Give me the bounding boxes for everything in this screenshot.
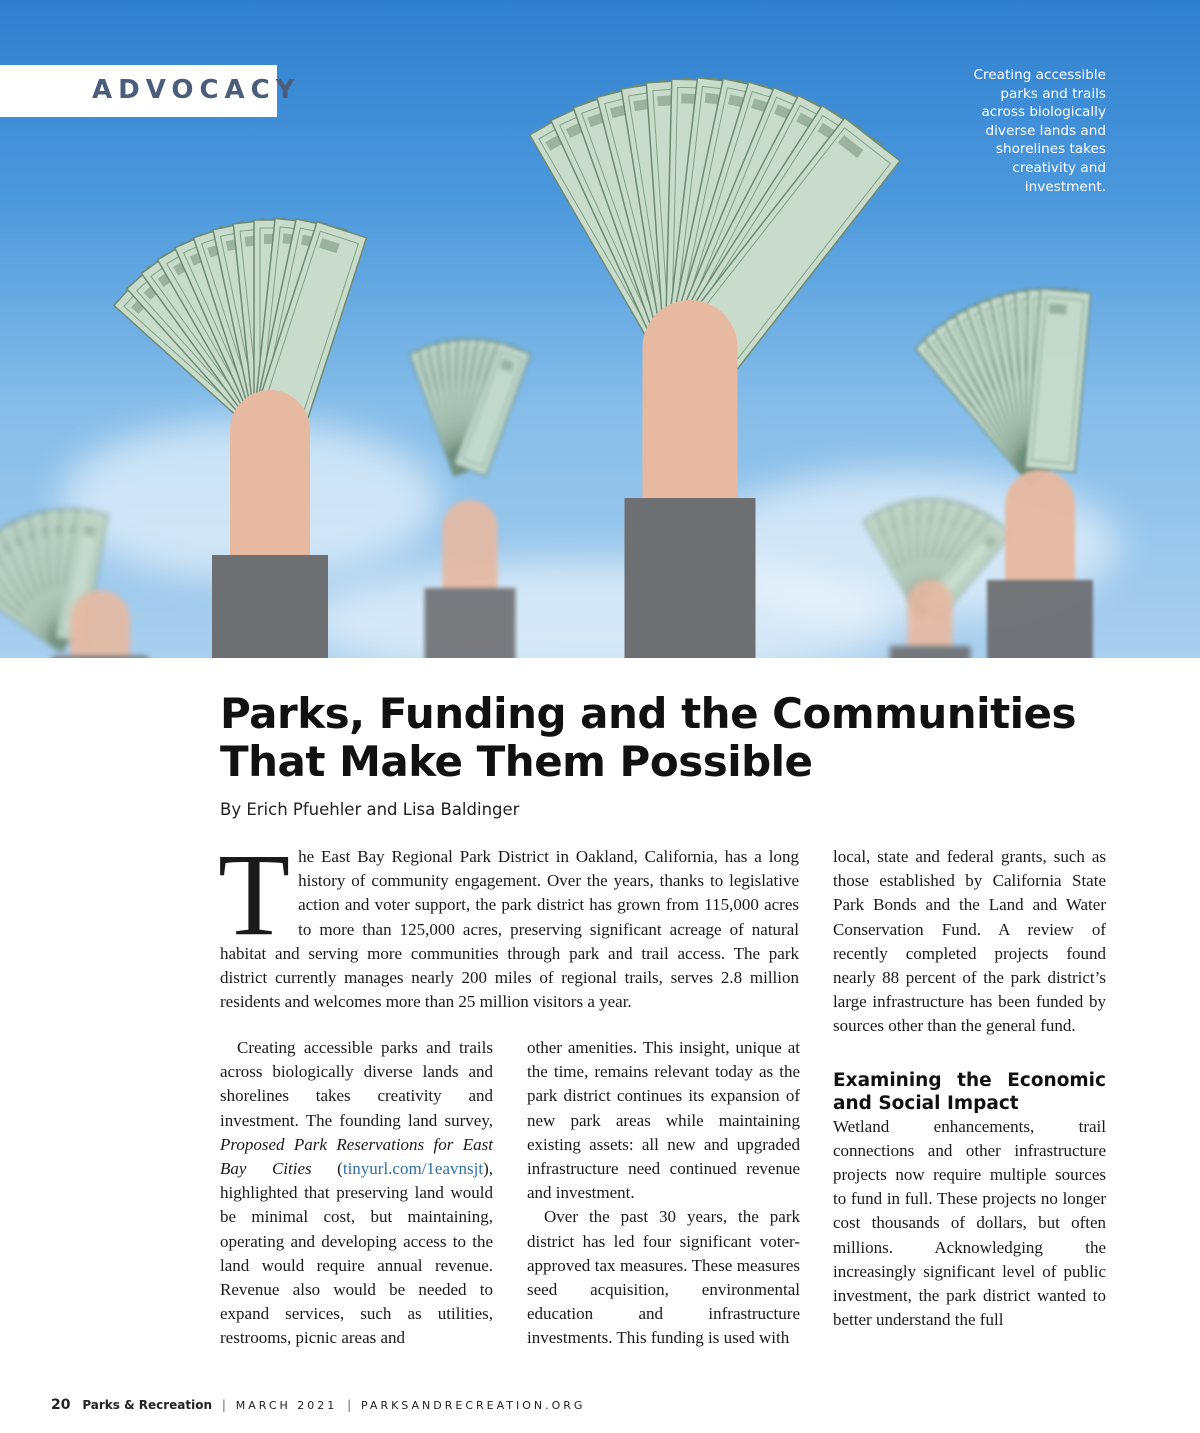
survey-title: Proposed Park Reservations for East Bay Cities bbox=[220, 1134, 493, 1179]
survey-link[interactable]: tinyurl.com/1eavnsjt bbox=[342, 1159, 484, 1179]
drop-cap: T bbox=[218, 829, 291, 960]
byline: By Erich Pfuehler and Lisa Baldinger bbox=[220, 800, 520, 819]
page-number: 20 bbox=[51, 1397, 71, 1413]
issue-date: MARCH 2021 bbox=[235, 1399, 338, 1412]
column-2 bbox=[527, 1036, 800, 1351]
article-title: Parks, Funding and the Communities That Make Them Possible bbox=[220, 689, 1077, 786]
column-1 bbox=[220, 1036, 493, 1351]
column-3 bbox=[833, 845, 1106, 1332]
lead-text: he East Bay Regional Park District in Oakland, California, has a long history of community engagement. Over the years, thanks to legislative action and voter support, the park district has grown from 115,000 acres to more than 125,000 acres, preserving significant acreage of natural habitat and serving more communities through park and trail access. The park district currently manages nearly 200 miles of regional trails, serves 2.8 million residents and welcomes more than 25 million visitors a year. bbox=[220, 847, 799, 1012]
paragraph: other amenities. This insight, unique at the time, remains relevant today as the park district continues its expansion of new park areas while maintaining existing assets: all new and upgraded infrastructure need continued revenue and investment. bbox=[527, 1038, 800, 1203]
paragraph: Over the past 30 years, the park district has led four significant voter-approved tax measures. These measures seed acquisition, environmental education and infrastructure investments. This funding is used with bbox=[527, 1207, 800, 1348]
photo-caption: Creating accessible parks and trails across biologically diverse lands and shorelines takes creativity and investment. bbox=[973, 67, 1106, 195]
magazine-name: Parks & Recreation bbox=[82, 1398, 213, 1412]
section-tag bbox=[0, 65, 301, 117]
website[interactable]: PARKSANDRECREATION.ORG bbox=[361, 1399, 586, 1412]
folio: 20 Parks & Recreation | MARCH 2021 | PARKSANDRECREATION.ORG bbox=[51, 1397, 586, 1413]
lead-paragraph bbox=[218, 829, 799, 1014]
section-subhead: Examining the Economic and Social Impact bbox=[833, 1069, 1106, 1114]
paragraph: local, state and federal grants, such as those established by California State Park Bonds and the Land and Water Conservation Fund. A review of recently completed projects found nearly 88 percent of the park district’s large infrastructure has been funded by sources other than the general fund. bbox=[833, 847, 1106, 1036]
section-label: ADVOCACY bbox=[92, 75, 301, 105]
paragraph: Creating accessible parks and trails across biologically diverse lands and shorelines takes creativity and investment. The founding land survey, Proposed Park Reservations for East Bay Cities (tinyurl.com/1eavnsjt), highlighted that preserving land would be minimal cost, but maintaining, operating and developing access to the land would require annual revenue. Revenue also would be needed to expand services, such as utilities, restrooms, picnic areas and bbox=[220, 1038, 493, 1348]
paragraph: Wetland enhancements, trail connections and other infrastructure projects now require multiple sources to fund in full. These projects no longer cost thousands of dollars, but often millions. Acknowledging the increasingly significant level of public investment, the park district wanted to better understand the full bbox=[833, 1116, 1106, 1330]
